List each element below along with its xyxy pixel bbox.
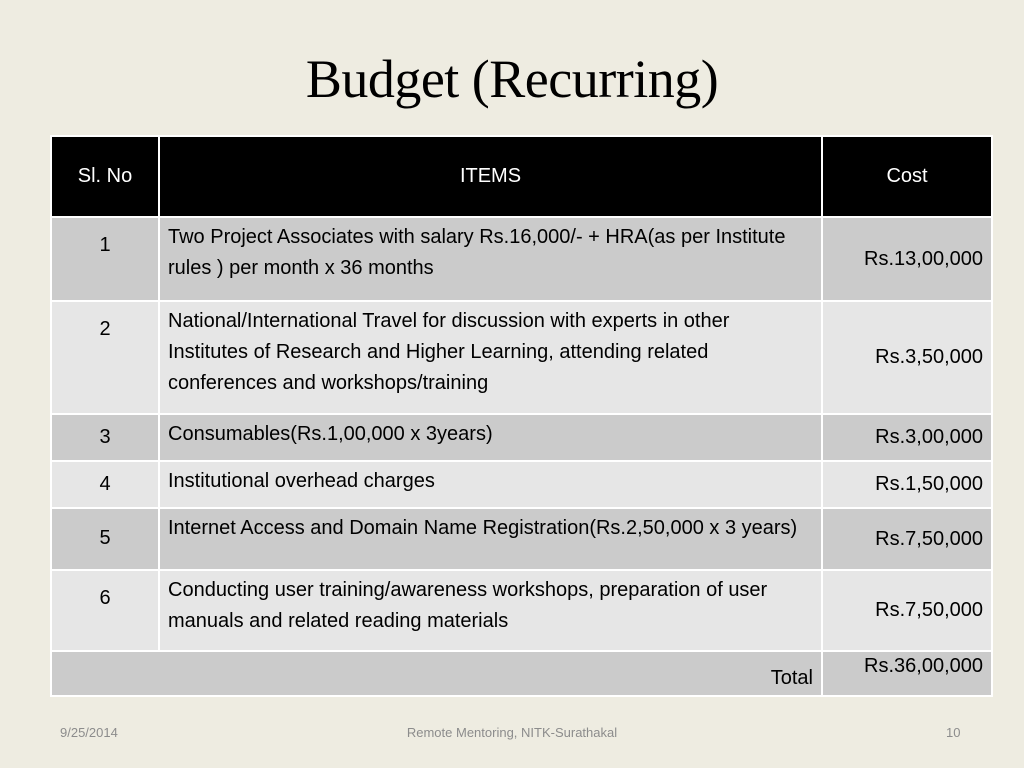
row-item: Conducting user training/awareness workshops, preparation of user manuals and related reading materials [159,570,822,651]
table-header-row [51,136,992,217]
footer-date: 9/25/2014 [60,725,118,740]
slide-title: Budget (Recurring) [305,49,719,109]
row-sl-no: 3 [51,414,159,461]
total-cost: Rs.36,00,000 [822,651,992,696]
row-item: National/International Travel for discussion with experts in other Institutes of Research and Higher Learning, attending related conferences and workshops/training [159,301,822,414]
row-cost: Rs.7,50,000 [822,508,992,570]
row-cost: Rs.3,00,000 [822,414,992,461]
row-item: Institutional overhead charges [159,461,822,508]
row-cost: Rs.7,50,000 [822,570,992,651]
header-cost: Cost [822,136,992,217]
row-item: Internet Access and Domain Name Registration(Rs.2,50,000 x 3 years) [159,508,822,570]
row-cost: Rs.3,50,000 [822,301,992,414]
table-row [51,570,992,651]
footer-page-number: 10 [946,725,961,740]
footer-center-text: Remote Mentoring, NITK-Surathakal [406,725,618,740]
row-cost: Rs.13,00,000 [822,217,992,301]
row-sl-no: 5 [51,508,159,570]
row-item: Consumables(Rs.1,00,000 x 3years) [159,414,822,461]
row-sl-no: 6 [51,570,159,651]
table-row [51,508,992,570]
total-row [51,651,992,696]
budget-table [50,135,993,697]
header-items: ITEMS [159,136,822,217]
table-row [51,301,992,414]
row-sl-no: 1 [51,217,159,301]
table-row [51,461,992,508]
table-row [51,414,992,461]
total-label: Total [51,651,822,696]
row-cost: Rs.1,50,000 [822,461,992,508]
table-row [51,217,992,301]
row-sl-no: 2 [51,301,159,414]
row-sl-no: 4 [51,461,159,508]
row-item: Two Project Associates with salary Rs.16,000/- + HRA(as per Institute rules ) per month x 36 months [159,217,822,301]
header-sl-no: Sl. No [51,136,159,217]
